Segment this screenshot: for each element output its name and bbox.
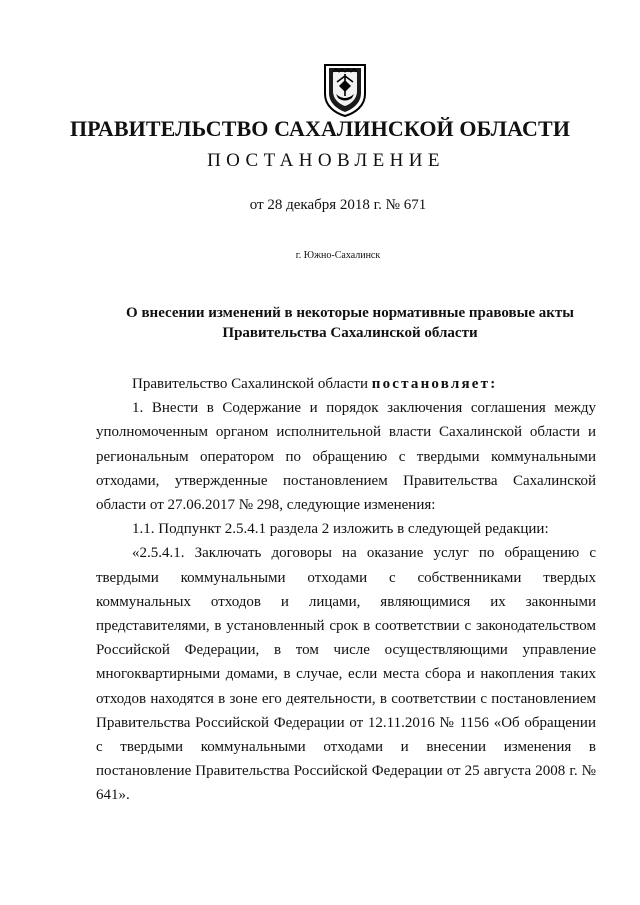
document-body	[96, 372, 596, 808]
intro-verb: постановляет:	[371, 376, 498, 392]
date-and-number: от 28 декабря 2018 г. № 671	[249, 197, 427, 213]
coat-of-arms-icon	[321, 62, 369, 118]
intro-paragraph	[96, 372, 596, 396]
subject-line-2: Правительства Сахалинской области	[222, 325, 478, 341]
city-line: г. Южно-Сахалинск	[295, 250, 381, 261]
intro-subject: Правительство Сахалинской области	[132, 376, 368, 392]
government-title: ПРАВИТЕЛЬСТВО САХАЛИНСКОЙ ОБЛАСТИ	[69, 116, 571, 141]
paragraph-1-1: 1.1. Подпункт 2.5.4.1 раздела 2 изложить в следующей редакции:	[132, 521, 549, 538]
paragraph-1: 1. Внести в Содержание и порядок заключения соглашения между уполномоченным органом исполнительной власти Сахалинской области и региональным оператором по обращению с твердыми коммунальными отходами, утвержденные постановлением Правительства Сахалинской области от 27.06.2017 № 298, следующие изменения:	[96, 400, 596, 514]
document-type: ПОСТАНОВЛЕНИЕ	[207, 150, 445, 171]
document-subject	[100, 303, 600, 343]
subject-line-1: О внесении изменений в некоторые нормативные правовые акты	[126, 305, 574, 321]
paragraph-quote: «2.5.4.1. Заключать договоры на оказание услуг по обращению с твердыми коммунальными отходами с собственниками твердых коммунальных отходов и лицами, являющимися их законными представителями, в установленный срок в соответствии с законодательством Российской Федерации, в том числе осуществляющими управление многоквартирными домами, в случае, если места сбора и накопления таких отходов находятся в зоне его деятельности, в соответствии с постановлением Правительства Российской Федерации от 12.11.2016 № 1156 «Об обращении с твердыми коммунальными отходами и внесении изменения в постановление Правительства Российской Федерации от 25 августа 2008 г. № 641».	[96, 545, 596, 804]
